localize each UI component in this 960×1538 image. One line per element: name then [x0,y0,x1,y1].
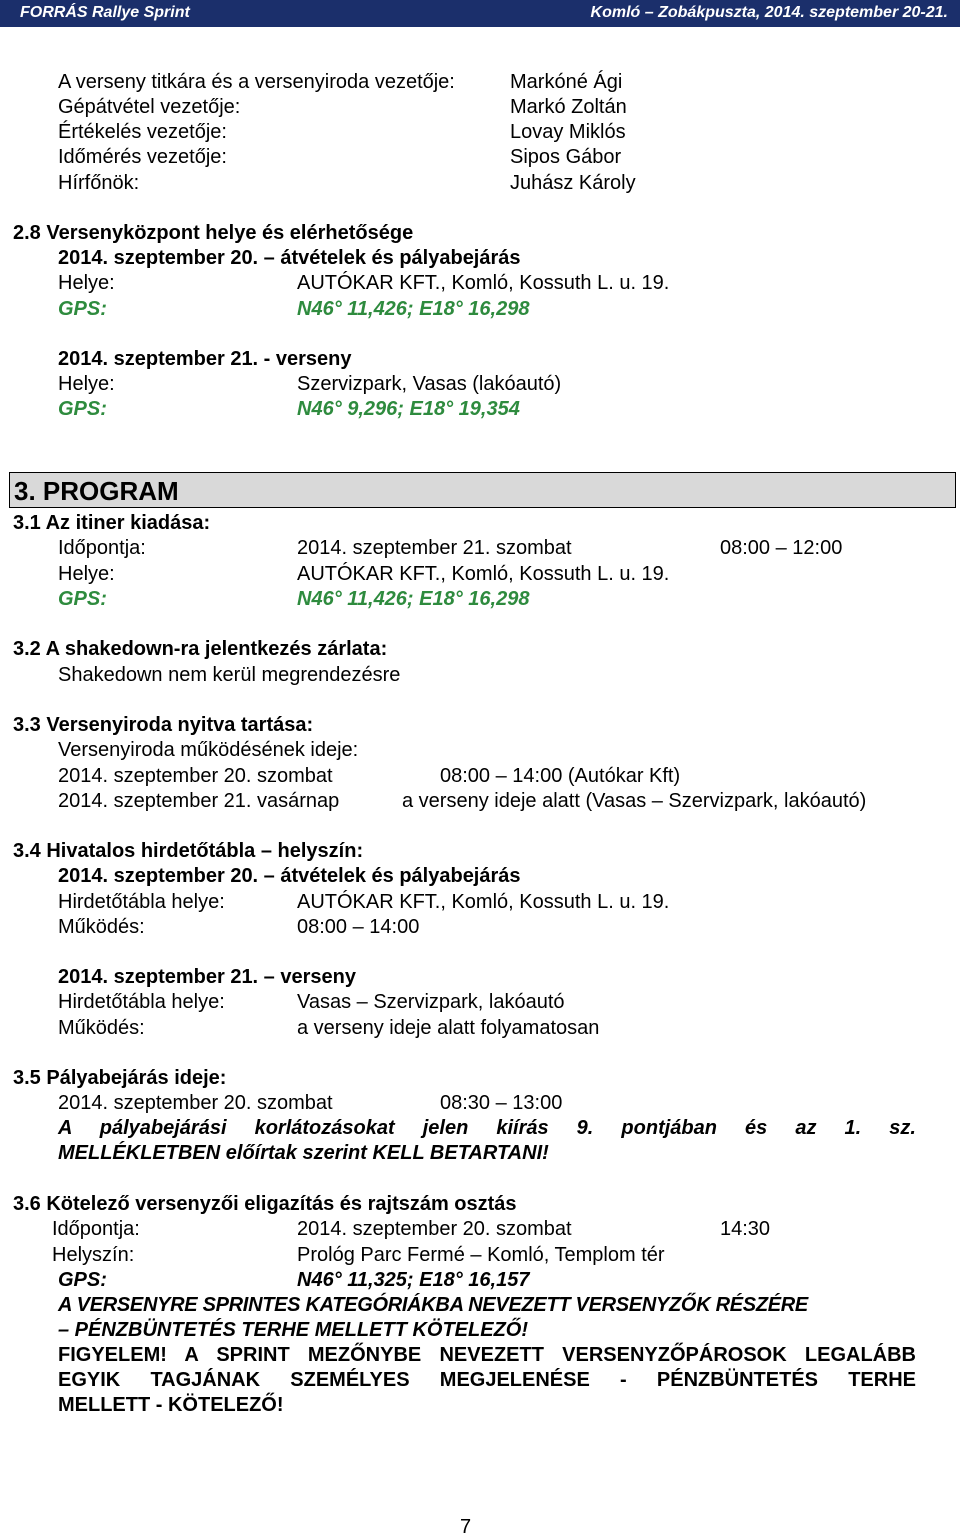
date-value: 2014. szeptember 20. szombat [58,1092,333,1114]
section-heading: 3.3 Versenyiroda nyitva tartása: [13,714,314,736]
official-role: Értékelés vezetője: [58,121,227,143]
section-heading: 3.4 Hivatalos hirdetőtábla – helyszín: [13,840,364,862]
official-name: Juhász Károly [510,172,636,194]
time-value: a verseny ideje alatt (Vasas – Szervizpark, lakóautó) [402,790,867,812]
section-heading: 2.8 Versenyközpont helye és elérhetősége [13,222,414,244]
attention-note: FIGYELEM! A SPRINT MEZŐNYBE NEVEZETT VERSENYZŐPÁROSOK LEGALÁBB [58,1344,916,1366]
official-name: Lovay Miklós [510,121,626,143]
day-title: 2014. szeptember 21. – verseny [58,966,356,988]
gps-value: N46° 11,325; E18° 16,157 [297,1269,530,1291]
time-value: 08:00 – 12:00 [720,537,843,559]
board-label: Hirdetőtábla helye: [58,991,225,1013]
official-name: Sipos Gábor [510,146,622,168]
section-text: Shakedown nem kerül megrendezésre [58,664,401,686]
section-heading: 3.5 Pályabejárás ideje: [13,1067,227,1089]
day-title: 2014. szeptember 20. – átvételek és pályabejárás [58,247,521,269]
page-header [0,0,960,27]
official-role: A verseny titkára és a versenyiroda vezetője: [58,71,455,93]
warning-line: A pályabejárási korlátozásokat jelen kiírás 9. pontjában és az 1. sz. [58,1117,916,1139]
time-label: Időpontja: [52,1218,140,1240]
place-label: Helyszín: [52,1244,135,1266]
section-heading: 3.6 Kötelező versenyzői eligazítás és rajtszám osztás [13,1193,517,1215]
gps-label: GPS: [58,588,107,610]
section-heading: 3.2 A shakedown-ra jelentkezés zárlata: [13,638,388,660]
board-value: AUTÓKAR KFT., Komló, Kossuth L. u. 19. [297,891,670,913]
attention-note: MELLETT - KÖTELEZŐ! [58,1394,284,1416]
attention-note: EGYIK TAGJÁNAK SZEMÉLYES MEGJELENÉSE - PÉNZBÜNTETÉS TERHE [58,1369,916,1391]
official-role: Hírfőnök: [58,172,140,194]
ops-label: Működés: [58,916,145,938]
header-event-location-date: Komló – Zobákpuszta, 2014. szeptember 20-21. [590,4,948,21]
official-role: Gépátvétel vezetője: [58,96,241,118]
program-title: 3. PROGRAM [14,476,179,506]
mandatory-note: – PÉNZBÜNTETÉS TERHE MELLETT KÖTELEZŐ! [58,1319,529,1341]
date-value: 2014. szeptember 20. szombat [58,765,333,787]
gps-value: N46° 11,426; E18° 16,298 [297,298,530,320]
place-value: Szervizpark, Vasas (lakóautó) [297,373,562,395]
section-heading: 3.1 Az itiner kiadása: [13,512,211,534]
page-number: 7 [460,1516,472,1538]
header-event-title: FORRÁS Rallye Sprint [20,4,190,21]
official-name: Markó Zoltán [510,96,627,118]
day-title: 2014. szeptember 20. – átvételek és pályabejárás [58,865,521,887]
program-heading-box [9,472,956,508]
gps-label: GPS: [58,1269,107,1291]
day-title: 2014. szeptember 21. - verseny [58,348,352,370]
date-value: 2014. szeptember 20. szombat [297,1218,572,1240]
official-role: Időmérés vezetője: [58,146,227,168]
date-value: 2014. szeptember 21. szombat [297,537,572,559]
place-value: AUTÓKAR KFT., Komló, Kossuth L. u. 19. [297,563,670,585]
mandatory-note: A VERSENYRE SPRINTES KATEGÓRIÁKBA NEVEZETT VERSENYZŐK RÉSZÉRE [58,1294,808,1316]
time-value: 08:30 – 13:00 [440,1092,563,1114]
gps-value: N46° 11,426; E18° 16,298 [297,588,530,610]
time-value: 14:30 [720,1218,771,1240]
ops-label: Működés: [58,1017,145,1039]
place-value: Prológ Parc Fermé – Komló, Templom tér [297,1244,665,1266]
gps-label: GPS: [58,398,107,420]
ops-value: 08:00 – 14:00 [297,916,420,938]
warning-line: MELLÉKLETBEN előírtak szerint KELL BETARTANI! [58,1142,549,1164]
gps-label: GPS: [58,298,107,320]
board-value: Vasas – Szervizpark, lakóautó [297,991,565,1013]
place-value: AUTÓKAR KFT., Komló, Kossuth L. u. 19. [297,272,670,294]
board-label: Hirdetőtábla helye: [58,891,225,913]
time-value: 08:00 – 14:00 (Autókar Kft) [440,765,681,787]
place-label: Helye: [58,272,115,294]
gps-value: N46° 9,296; E18° 19,354 [297,398,520,420]
time-label: Időpontja: [58,537,146,559]
place-label: Helye: [58,563,115,585]
date-value: 2014. szeptember 21. vasárnap [58,790,340,812]
section-subheading: Versenyiroda működésének ideje: [58,739,359,761]
ops-value: a verseny ideje alatt folyamatosan [297,1017,600,1039]
official-name: Markóné Ági [510,71,623,93]
place-label: Helye: [58,373,115,395]
